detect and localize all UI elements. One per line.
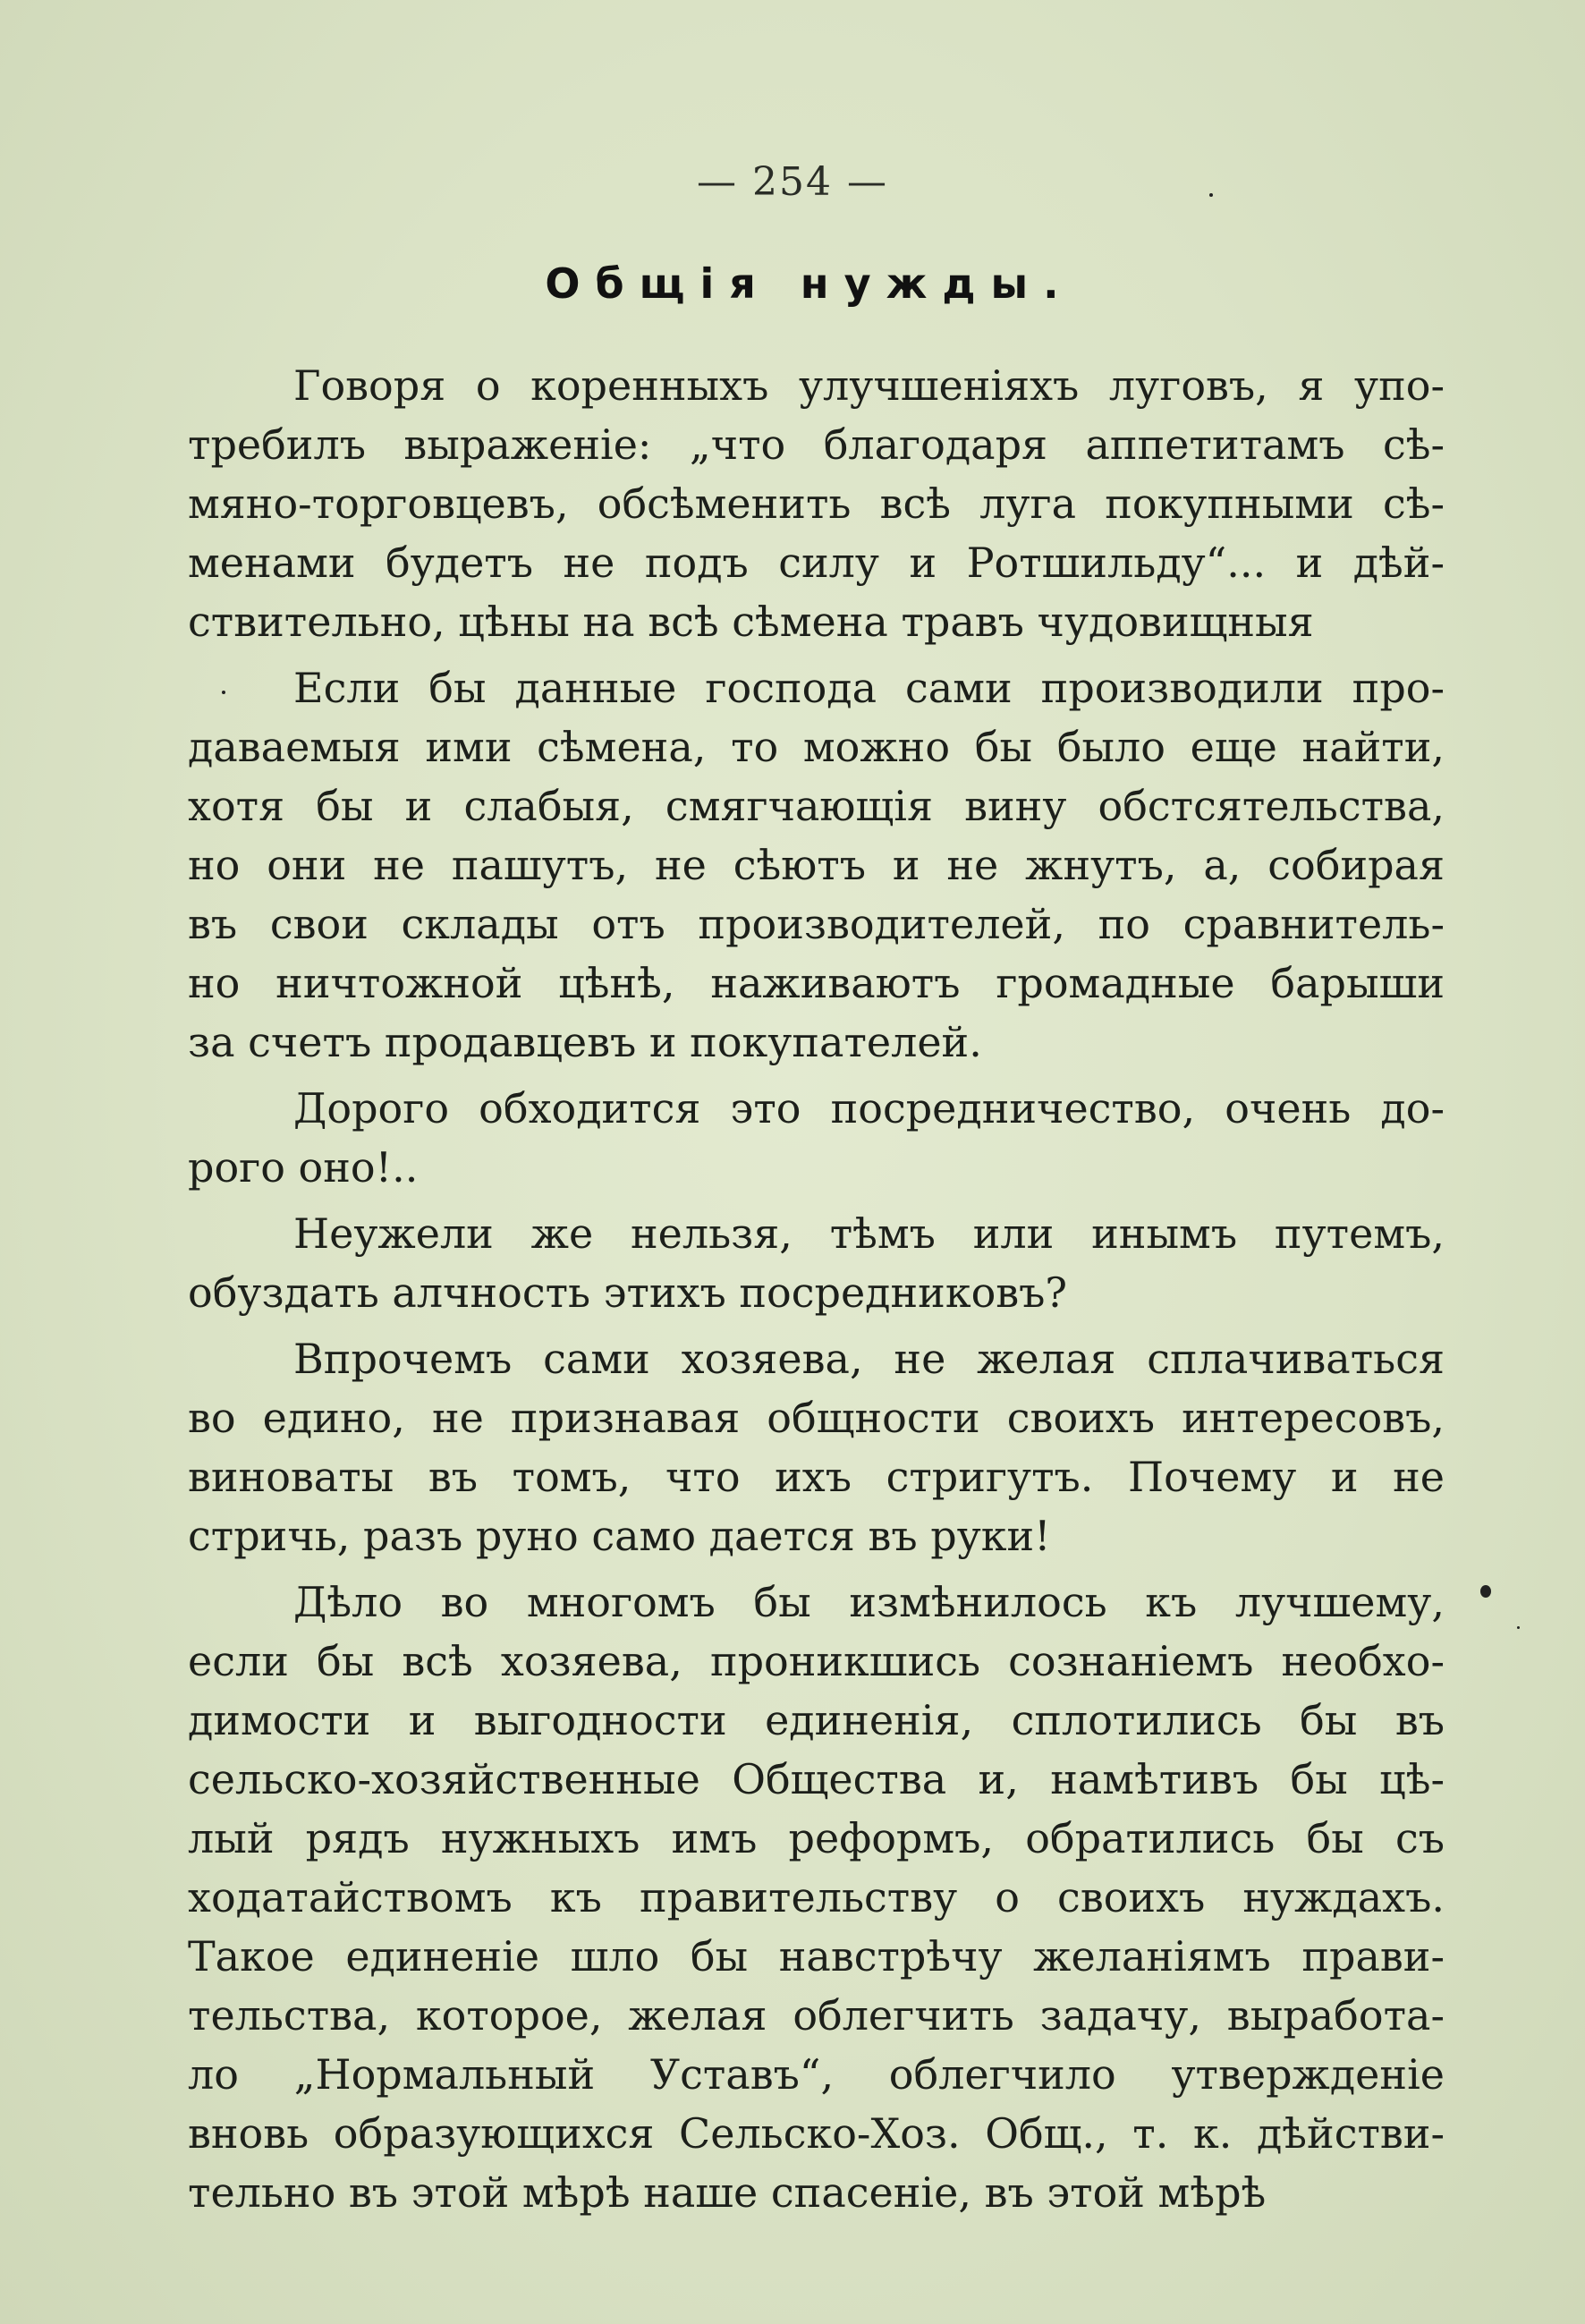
text-line: лый рядъ нужныхъ имъ реформъ, обратились бы съ (188, 1814, 1445, 1862)
text-line: Дѣло во многомъ бы измѣнилось къ лучшему, (293, 1578, 1445, 1626)
text-line: обуздать алчность этихъ посредниковъ? (188, 1268, 1068, 1317)
text-line: вновь образующихся Сельско-Хоз. Общ., т. к. дѣйстви- (188, 2109, 1445, 2158)
text-line: но ничтожной цѣнѣ, наживаютъ громадные барыши (188, 959, 1445, 1007)
body-text (188, 356, 1445, 2229)
text-line: стричь, разъ руно само дается въ руки! (188, 1512, 1051, 1560)
text-line: хотя бы и слабыя, смягчающія вину обстсятельства, (188, 782, 1445, 830)
text-line: виноваты въ томъ, что ихъ стригутъ. Почему и не (188, 1453, 1445, 1501)
text-line: даваемыя ими сѣмена, то можно бы было еще найти, (188, 723, 1445, 771)
text-line: ло „Нормальный Уставъ“, облегчило утвержденіе (188, 2050, 1445, 2099)
text-line: Если бы данные господа сами производили про- (293, 664, 1445, 712)
paragraph (188, 1079, 1445, 1197)
text-line: тельно въ этой мѣрѣ наше спасеніе, въ этой мѣрѣ (188, 2168, 1267, 2217)
ink-speck (222, 691, 225, 694)
text-line: требилъ выраженіе: „что благодаря аппетитамъ сѣ- (188, 420, 1445, 469)
paragraph (188, 1204, 1445, 1322)
paragraph (188, 1329, 1445, 1565)
paragraph (188, 356, 1445, 651)
text-line: рого оно!.. (188, 1143, 419, 1192)
ink-speck (1209, 193, 1213, 197)
text-line: димости и выгодности единенія, сплотились бы въ (188, 1696, 1445, 1744)
text-line: Говоря о коренныхъ улучшеніяхъ луговъ, я упо- (293, 361, 1445, 410)
section-heading: Общія нужды. (545, 259, 1074, 308)
text-line: ствительно, цѣны на всѣ сѣмена травъ чудовищныя (188, 598, 1314, 646)
ink-speck (1517, 1626, 1520, 1629)
paragraph (188, 1573, 1445, 2222)
text-line: за счетъ продавцевъ и покупателей. (188, 1018, 982, 1066)
text-line: Такое единеніе шло бы навстрѣчу желаніямъ прави- (188, 1932, 1445, 1980)
text-line: Впрочемъ сами хозяева, не желая сплачиваться (293, 1335, 1445, 1383)
ink-speck (1480, 1585, 1491, 1598)
text-line: во едино, не признавая общности своихъ интересовъ, (188, 1394, 1445, 1442)
text-line: сельско-хозяйственные Общества и, намѣтивъ бы цѣ- (188, 1755, 1445, 1803)
text-line: Неужели же нельзя, тѣмъ или инымъ путемъ, (293, 1209, 1445, 1258)
text-line: менами будетъ не подъ силу и Ротшильду“... и дѣй- (188, 539, 1445, 587)
text-line: но они не пашутъ, не сѣютъ и не жнутъ, а, собирая (188, 841, 1445, 889)
text-line: Дорого обходится это посредничество, очень до- (293, 1084, 1445, 1132)
paragraph (188, 658, 1445, 1072)
text-line: въ свои склады отъ производителей, по сравнитель- (188, 900, 1445, 948)
text-line: мяно-торговцевъ, обсѣменить всѣ луга покупными сѣ- (188, 479, 1445, 528)
text-line: если бы всѣ хозяева, проникшись сознаніемъ необхо- (188, 1637, 1445, 1685)
text-line: тельства, которое, желая облегчить задачу, выработа- (188, 1991, 1445, 2040)
page-number: — 254 — (697, 159, 888, 205)
text-line: ходатайствомъ къ правительству о своихъ нуждахъ. (188, 1873, 1445, 1921)
